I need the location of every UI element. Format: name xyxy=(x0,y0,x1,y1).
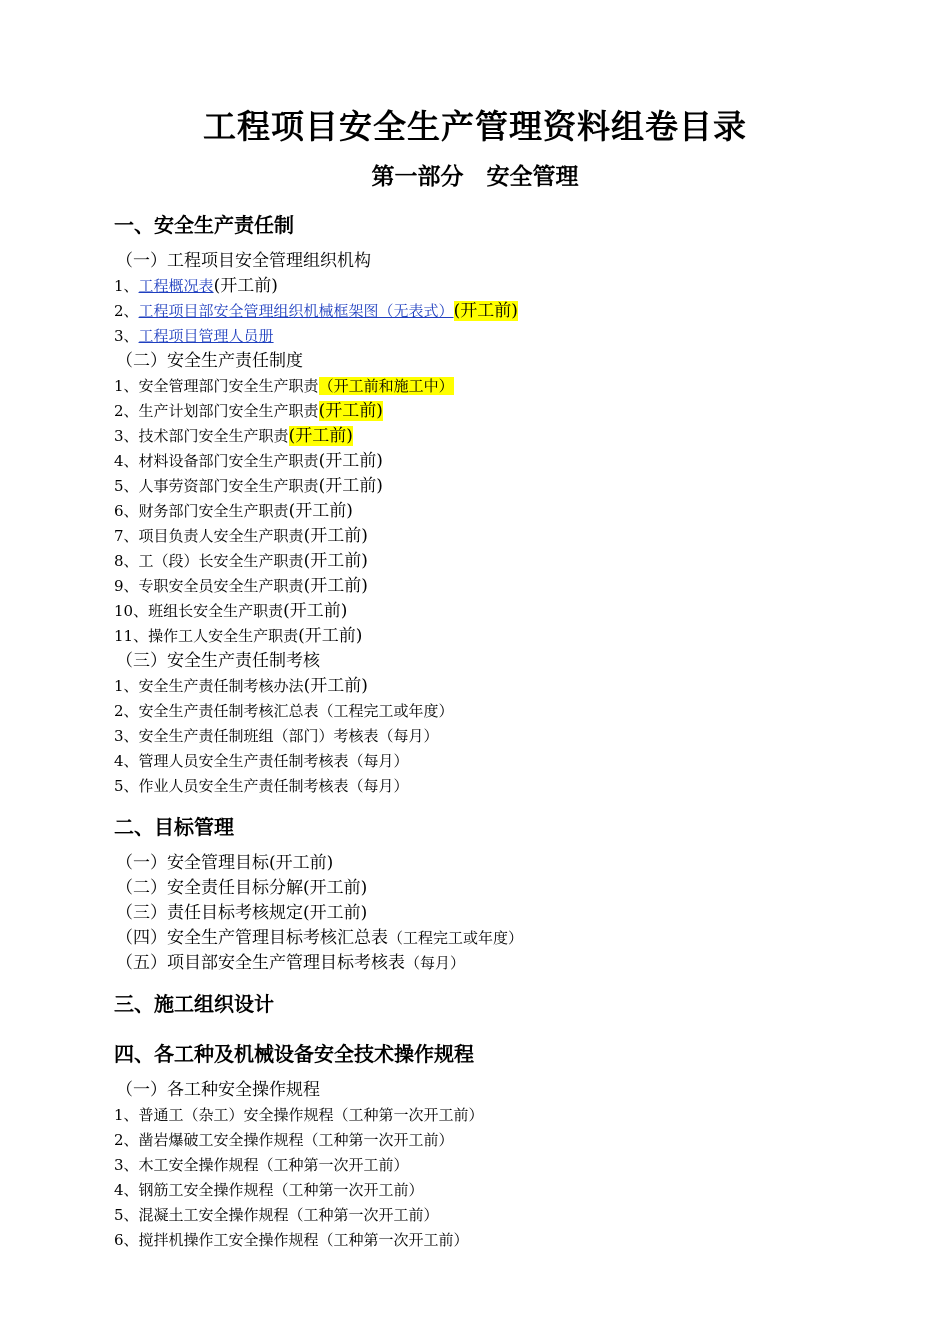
subsection-title: （一）工程项目安全管理组织机构 xyxy=(116,251,371,271)
item-note: (开工前) xyxy=(453,301,518,321)
item-text: 搅拌机操作工安全操作规程（工种第一次开工前） xyxy=(138,1231,469,1249)
item-text: 安全生产责任制考核办法 xyxy=(138,677,304,695)
list-item xyxy=(114,901,914,926)
item-link[interactable]: 工程项目部安全管理组织机械框架图（无表式） xyxy=(138,302,454,320)
item-note: (开工前) xyxy=(303,526,368,546)
item-text: 安全生产责任制考核汇总表（工程完工或年度） xyxy=(138,702,454,720)
item-number: 1、 xyxy=(114,677,139,695)
item-number: 5、 xyxy=(114,777,139,795)
list-item xyxy=(114,1178,914,1203)
list-item xyxy=(114,399,914,424)
list-item xyxy=(114,524,914,549)
item-text: （四）安全生产管理目标考核汇总表 xyxy=(116,928,388,948)
section-heading-3: 三、施工组织设计 xyxy=(114,992,274,1016)
item-link[interactable]: 工程项目管理人员册 xyxy=(138,327,274,345)
list-item xyxy=(114,724,914,749)
item-note: （开工前和施工中） xyxy=(318,377,454,395)
item-note: （每月） xyxy=(405,954,466,972)
part-title: 第一部分 安全管理 xyxy=(371,163,579,190)
item-number: 11、 xyxy=(114,627,149,645)
item-text: 木工安全操作规程（工种第一次开工前） xyxy=(138,1156,409,1174)
item-text: 安全管理部门安全生产职责 xyxy=(138,377,319,395)
list-item xyxy=(114,474,914,499)
subsection-title: （三）安全生产责任制考核 xyxy=(116,651,320,671)
list-item xyxy=(114,1128,914,1153)
item-number: 3、 xyxy=(114,427,139,445)
item-link[interactable]: 工程概况表 xyxy=(138,277,214,295)
item-text: 混凝土工安全操作规程（工种第一次开工前） xyxy=(138,1206,439,1224)
item-number: 1、 xyxy=(114,1106,139,1124)
item-number: 6、 xyxy=(114,1231,139,1249)
item-note: (开工前) xyxy=(303,551,368,571)
item-text: 钢筋工安全操作规程（工种第一次开工前） xyxy=(138,1181,424,1199)
subsection-title: （一）各工种安全操作规程 xyxy=(116,1080,320,1100)
item-note: (开工前) xyxy=(303,676,368,696)
item-note: (开工前) xyxy=(303,576,368,596)
item-text: 工（段）长安全生产职责 xyxy=(138,552,304,570)
item-note: (开工前) xyxy=(283,601,348,621)
item-number: 4、 xyxy=(114,752,139,770)
item-text: 安全生产责任制班组（部门）考核表（每月） xyxy=(138,727,439,745)
item-number: 6、 xyxy=(114,502,139,520)
item-number: 4、 xyxy=(114,452,139,470)
list-item xyxy=(114,1228,914,1253)
item-number: 2、 xyxy=(114,402,139,420)
list-item xyxy=(114,299,914,324)
item-number: 8、 xyxy=(114,552,139,570)
list-item xyxy=(114,774,914,799)
item-note: (开工前) xyxy=(318,451,383,471)
item-text: （一）安全管理目标 xyxy=(116,853,269,873)
list-item xyxy=(114,499,914,524)
list-item xyxy=(114,876,914,901)
item-number: 5、 xyxy=(114,477,139,495)
item-note: (开工前) xyxy=(318,476,383,496)
section-heading-1: 一、安全生产责任制 xyxy=(114,213,294,237)
item-number: 10、 xyxy=(114,602,149,620)
item-number: 4、 xyxy=(114,1181,139,1199)
document-title: 工程项目安全生产管理资料组卷目录 xyxy=(203,107,747,146)
list-item xyxy=(114,951,914,976)
list-item xyxy=(114,851,914,876)
section-heading-2: 二、目标管理 xyxy=(114,815,234,839)
item-text: 材料设备部门安全生产职责 xyxy=(138,452,319,470)
item-text: 作业人员安全生产责任制考核表（每月） xyxy=(138,777,409,795)
list-item xyxy=(114,624,914,649)
item-note: (开工前) xyxy=(318,401,383,421)
item-number: 2、 xyxy=(114,702,139,720)
item-number: 3、 xyxy=(114,727,139,745)
item-text: 项目负责人安全生产职责 xyxy=(138,527,304,545)
list-item xyxy=(114,749,914,774)
item-note: (开工前) xyxy=(269,853,334,873)
item-text: （三）责任目标考核规定 xyxy=(116,903,303,923)
item-text: 财务部门安全生产职责 xyxy=(138,502,289,520)
list-item xyxy=(114,1153,914,1178)
list-item xyxy=(114,926,914,951)
item-note: (开工前) xyxy=(288,426,353,446)
list-item xyxy=(114,424,914,449)
list-item xyxy=(114,699,914,724)
item-number: 9、 xyxy=(114,577,139,595)
list-item xyxy=(114,599,914,624)
item-text: 生产计划部门安全生产职责 xyxy=(138,402,319,420)
item-text: 技术部门安全生产职责 xyxy=(138,427,289,445)
item-note: (开工前) xyxy=(213,276,278,296)
list-item xyxy=(114,449,914,474)
item-text: 人事劳资部门安全生产职责 xyxy=(138,477,319,495)
item-number: 2、 xyxy=(114,1131,139,1149)
list-item xyxy=(114,574,914,599)
item-text: 普通工（杂工）安全操作规程（工种第一次开工前） xyxy=(138,1106,484,1124)
item-number: 5、 xyxy=(114,1206,139,1224)
item-number: 7、 xyxy=(114,527,139,545)
item-number: 3、 xyxy=(114,1156,139,1174)
item-number: 2、 xyxy=(114,302,139,320)
list-item xyxy=(114,549,914,574)
list-item xyxy=(114,374,914,399)
item-text: 操作工人安全生产职责 xyxy=(148,627,299,645)
item-number: 3、 xyxy=(114,327,139,345)
item-number: 1、 xyxy=(114,377,139,395)
item-note: (开工前) xyxy=(303,903,368,923)
item-number: 1、 xyxy=(114,277,139,295)
list-item xyxy=(114,1203,914,1228)
item-text: 凿岩爆破工安全操作规程（工种第一次开工前） xyxy=(138,1131,454,1149)
item-text: 专职安全员安全生产职责 xyxy=(138,577,304,595)
item-note: (开工前) xyxy=(288,501,353,521)
item-note: (开工前) xyxy=(303,878,368,898)
item-text: 班组长安全生产职责 xyxy=(148,602,284,620)
section-heading-4: 四、各工种及机械设备安全技术操作规程 xyxy=(114,1042,474,1066)
list-item xyxy=(114,1103,914,1128)
item-text: （五）项目部安全生产管理目标考核表 xyxy=(116,953,405,973)
item-text: （二）安全责任目标分解 xyxy=(116,878,303,898)
subsection-title: （二）安全生产责任制度 xyxy=(116,351,303,371)
document-body xyxy=(114,205,914,1253)
list-item xyxy=(114,674,914,699)
item-note: (开工前) xyxy=(298,626,363,646)
item-note: （工程完工或年度） xyxy=(388,929,524,947)
list-item xyxy=(114,324,914,349)
list-item xyxy=(114,274,914,299)
item-text: 管理人员安全生产责任制考核表（每月） xyxy=(138,752,409,770)
